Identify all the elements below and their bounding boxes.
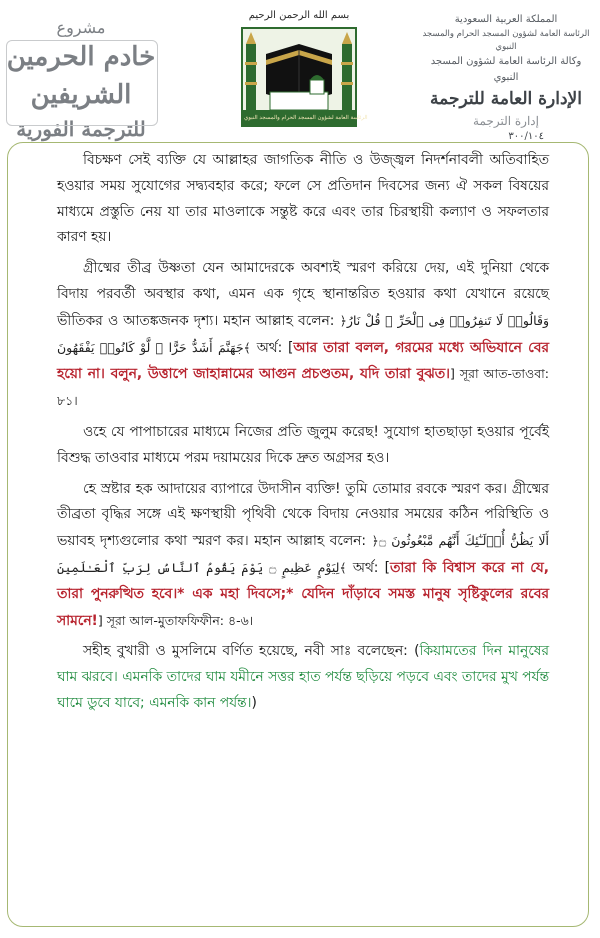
basmala-text: بسم الله الرحمن الرحيم — [248, 10, 350, 21]
meaning-label: অর্থ: [ — [352, 559, 391, 576]
logo-right-line3: وكالة الرئاسة العامة لشؤون المسجد النبوي — [430, 56, 582, 83]
document-number: ٣٠٠/١٠٤ — [508, 131, 544, 142]
emblem-band-text: الرئاسة العامة لشؤون المسجد الحرام والمسجد النبوي — [244, 115, 368, 121]
paragraph-4-intro: হে স্রষ্টার হক আদায়ের ব্যাপারে উদাসীন ব্যক্তি! তুমি তোমার রবকে স্মরণ কর। গ্রীষ্মের তীব্রতা বৃদ্ধির সঙ্গে এই ক্ষণস্থায়ী পৃথিবী থেকে বিদায় নেওয়ার সময়ের কঠিন পরিস্থিতি ও ভয়াবহ দৃশ্যগুলোর কথা স্মরণ কর। মহান আল্লাহ বলেন: — [57, 480, 549, 550]
logo-left-line2: خادم الحرمين الشريفين — [6, 42, 156, 110]
logo-left-line3: للترجمة الفورية — [16, 117, 146, 141]
paragraph-5-intro: সহীহ বুখারী ও মুসলিমে বর্ণিত হয়েছে, নবী সাঃ বলেছেন: ( — [83, 643, 420, 660]
quran-verse-tawbah: ﴿وَقَالُوا۟ لَا تَنفِرُوا۟ فِى ٱلْحَرِّ ۗ قُلْ نَارُ جَهَنَّمَ أَشَدُّ حَرًّا ۚ لَّوْ كَانُوا۟ يَفْقَهُونَ﴾ — [57, 312, 549, 355]
quran-verse-mutaffifin: ﴿أَلَا يَظُنُّ أُو۟لَـٰٓئِكَ أَنَّهُم مَّبْعُوثُونَ ۝ لِيَوْمٍ عَظِيمٍ ۝ يَوْمَ يَقُومُ ٱلنَّاسُ لِرَبِّ ٱلْعَـٰلَمِينَ﴾ — [57, 533, 549, 575]
logo-right-line4: الإدارة العامة للترجمة — [430, 89, 582, 109]
article-body — [57, 148, 549, 722]
haramain-emblem — [236, 10, 368, 130]
hadith-close: ) — [251, 694, 257, 711]
hadith-text: কিয়ামতের দিন মানুষের ঘাম ঝরবে। এমনকি তাদের ঘাম যমীনে সত্তর হাত পর্যন্ত ছড়িয়ে পড়বে এবং তাদের মুখ পর্যন্ত ঘামে ডুবে যাবে; এমনকি কান পর্যন্ত। — [57, 643, 549, 711]
logo-frame — [6, 40, 158, 126]
meaning-label: অর্থ: [ — [256, 339, 294, 356]
presidency-logo — [418, 12, 594, 142]
paragraph-2 — [57, 256, 549, 415]
surah-reference: ] সূরা আল-মুতাফফিফীন: ৪-৬। — [97, 612, 254, 628]
paragraph-5 — [57, 639, 549, 716]
paragraph-2-intro: গ্রীষ্মের তীব্র উষ্ণতা যেন আমাদেরকে অবশ্যই স্মরণ করিয়ে দেয়, এই দুনিয়া থেকে বিদায় পরবর্তী অবস্থার কথা, এমন এক গৃহে স্থানান্তরিত হওয়ার কথা যেখানে রয়েছে ভীতিকর ও আতঙ্কজনক দৃশ্য। মহান আল্লাহ বলেন: — [57, 260, 549, 329]
logo-left-line1: مشروع — [56, 18, 106, 37]
paragraph-3: ওহে যে পাপাচারের মাধ্যমে নিজের প্রতি জুলুম করেছ! সুযোগ হাতছাড়া হওয়ার পূর্বেই বিশুদ্ধ তাওবার মাধ্যমে পরম দয়াময়ের দিকে দ্রুত অগ্রসর হও। — [57, 423, 549, 466]
quran-meaning-tawbah: আর তারা বলল, গরমের মধ্যে অভিযানে বের হয়ো না। বলুন, উত্তাপে জাহান্নামের আগুন প্রচণ্ডতম, যদি তারা বুঝত। — [57, 339, 550, 383]
logo-right-line1: المملكة العربية السعودية — [454, 14, 558, 25]
kaaba-emblem-icon — [236, 10, 368, 130]
project-logo — [6, 18, 156, 141]
paragraph-4 — [57, 477, 549, 635]
paragraph-1: বিচক্ষণ সেই ব্যক্তি যে আল্লাহর জাগতিক নীতি ও উজ্জ্বল নিদর্শনাবলী অতিবাহিত হওয়ার সময় সুযোগের সদ্ব্যবহার করে; ফলে সে প্রতিদান দিবসের জন্য ঐ সকল বিষয়ের মাধ্যমে প্রস্তুতি নেয় যা তার মাওলাকে সন্তুষ্ট করে এবং তার চিরস্থায়ী কল্যাণ ও সফলতার কারণ হয়। — [57, 152, 549, 246]
quran-meaning-mutaffifin: তারা কি বিশ্বাস করে না যে, তারা পুনরুত্থিত হবে।* এক মহা দিবসে;* যেদিন দাঁড়াবে সমস্ত মানুষ সৃষ্টিকুলের রবের সামনে! — [57, 559, 549, 629]
surah-reference: ] সূরা আত-তাওবা: ৮১। — [57, 366, 549, 409]
logo-right-line2: الرئاسة العامة لشؤون المسجد الحرام والمسجد النبوي — [422, 29, 590, 52]
logo-right-line5: إدارة الترجمة — [473, 114, 539, 128]
page-header — [0, 0, 600, 140]
